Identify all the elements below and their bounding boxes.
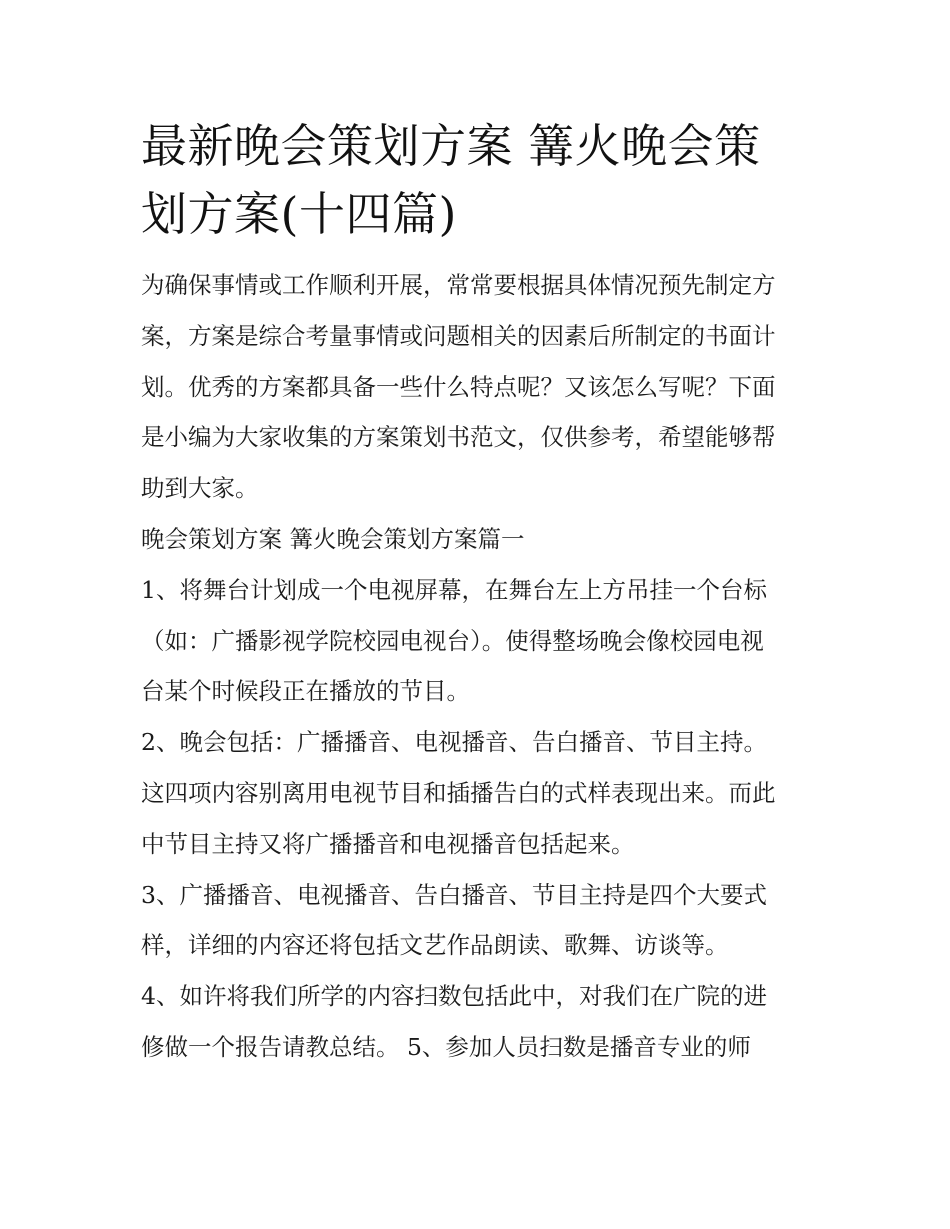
- body-line: 是小编为大家收集的方案策划书范文，仅供参考，希望能够帮: [141, 423, 776, 452]
- body-line: 2、晚会包括：广播播音、电视播音、告白播音、节目主持。: [141, 728, 767, 757]
- body-line: 划。优秀的方案都具备一些什么特点呢？又该怎么写呢？下面: [141, 372, 776, 401]
- body-line: 4、如许将我们所学的内容扫数包括此中，对我们在广院的进: [141, 982, 767, 1011]
- body-line: 这四项内容别离用电视节目和插播告白的式样表现出来。而此: [141, 778, 776, 807]
- title-line-1: 最新晚会策划方案 篝火晚会策: [141, 119, 761, 173]
- body-line: 助到大家。: [141, 474, 259, 503]
- body-line: 样，详细的内容还将包括文艺作品朗读、歌舞、访谈等。: [141, 931, 729, 960]
- body-line: 中节目主持又将广播播音和电视播音包括起来。: [141, 829, 635, 858]
- body-line: 台某个时候段正在播放的节目。: [141, 677, 470, 706]
- body-line: 3、广播播音、电视播音、告白播音、节目主持是四个大要式: [141, 880, 767, 909]
- body-line: 1、将舞台计划成一个电视屏幕，在舞台左上方吊挂一个台标: [141, 575, 767, 604]
- page-title: [141, 112, 817, 248]
- body-line: （如：广播影视学院校园电视台）。使得整场晚会像校园电视: [141, 626, 764, 655]
- body-line: 案，方案是综合考量事情或问题相关的因素后所制定的书面计: [141, 321, 776, 350]
- title-line-2: 划方案(十四篇): [141, 187, 457, 241]
- body-line: 修做一个报告请教总结。 5、参加人员扫数是播音专业的师: [141, 1032, 751, 1061]
- section-heading: 晚会策划方案 篝火晚会策划方案篇一: [141, 524, 525, 553]
- document-content: [141, 112, 817, 1073]
- body-line: 为确保事情或工作顺利开展，常常要根据具体情况预先制定方: [141, 271, 776, 299]
- document-body: [141, 260, 817, 1073]
